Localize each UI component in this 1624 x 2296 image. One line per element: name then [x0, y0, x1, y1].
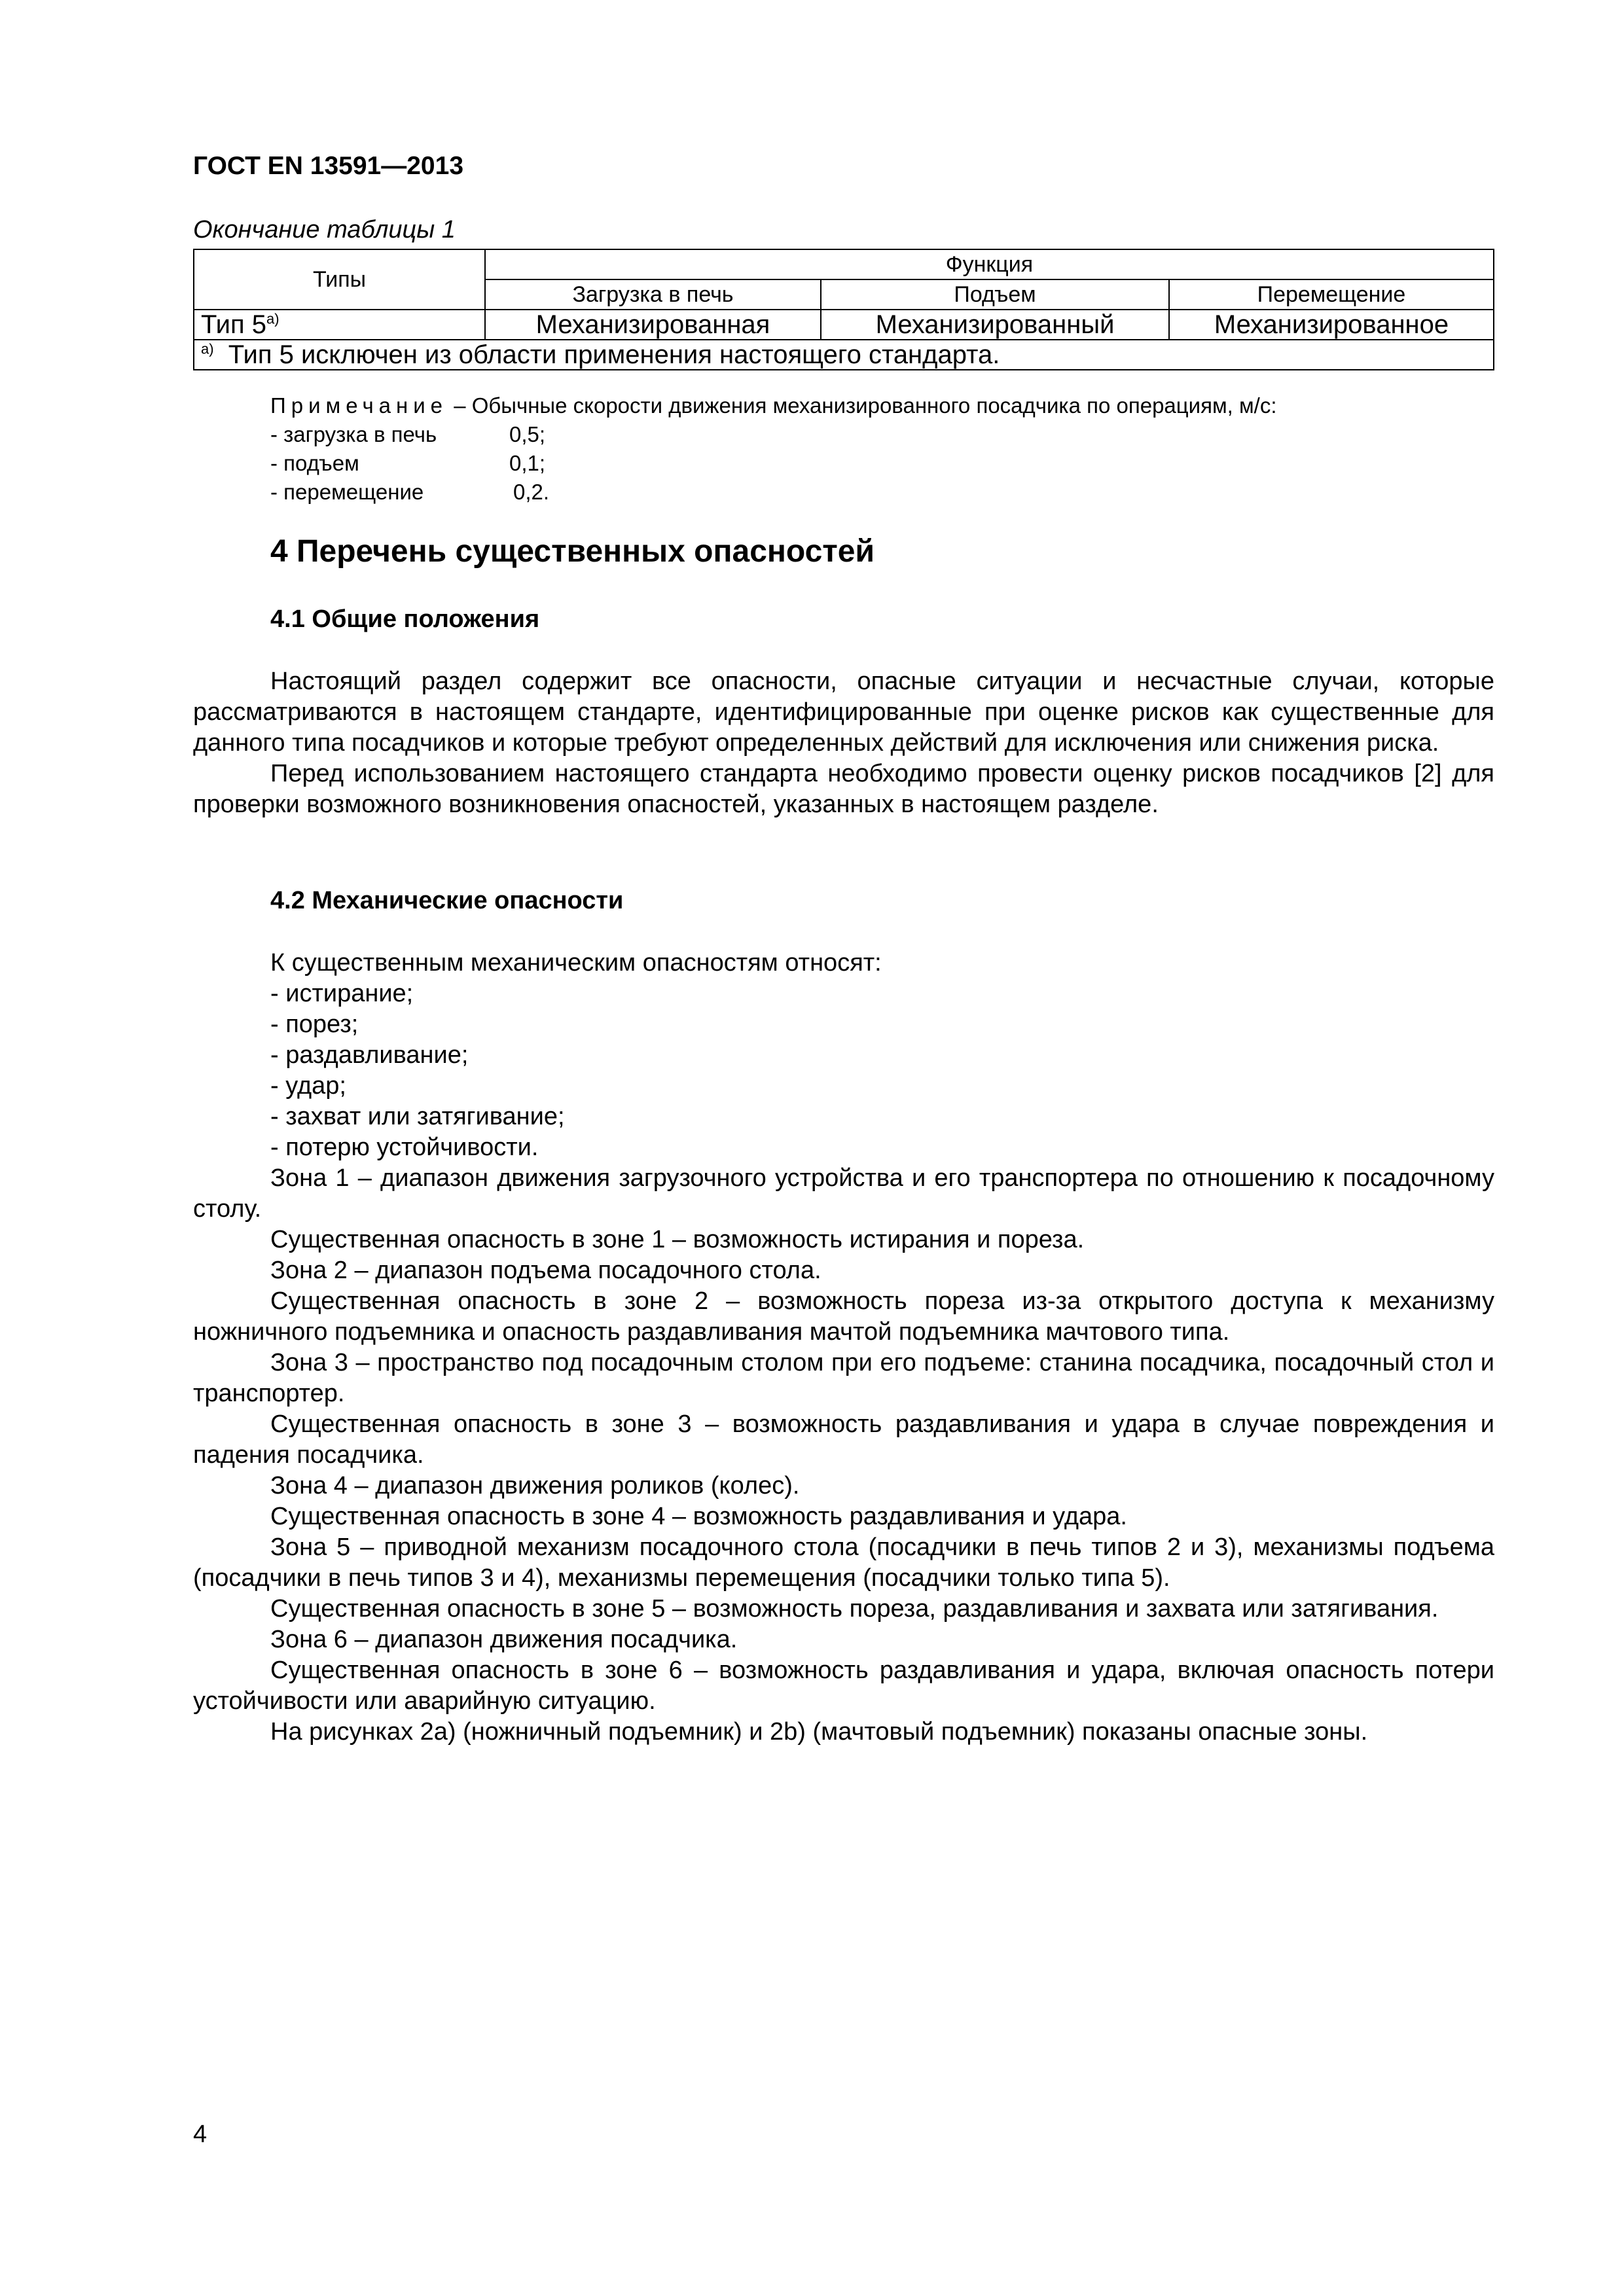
note-line — [270, 391, 1277, 420]
list-item: - потерю устойчивости. — [270, 1134, 539, 1161]
list-item: - истирание; — [270, 980, 414, 1007]
note-item-name: - загрузка в печь — [270, 422, 437, 446]
document-id-header: ГОСТ EN 13591—2013 — [193, 152, 464, 180]
paragraph: Настоящий раздел содержит все опасности, опасные ситуации и несчастные случаи, которые рассматриваются в настоящем стандарте, идентифицированные при оценке рисков как существенные для данного типа посадчиков и которые требуют определенных действий для исключения или снижения риска. — [193, 668, 1494, 757]
paragraph: Зона 5 – приводной механизм посадочного стола (посадчики в печь типов 2 и 3), механизмы подъема (посадчики в печь типов 3 и 4), механизмы перемещения (посадчики только типа 5). — [193, 1534, 1494, 1592]
row-type-label: Тип 5 — [201, 310, 267, 339]
list-intro: К существенным механическим опасностям относят: — [270, 949, 882, 977]
list-item: - раздавливание; — [270, 1041, 469, 1069]
note-item-value: 0,1; — [509, 451, 546, 475]
note-item-value: 0,2. — [513, 480, 550, 504]
note-text: – Обычные скорости движения механизированного посадчика по операциям, м/с: — [454, 393, 1277, 418]
table-caption: Окончание таблицы 1 — [193, 216, 456, 243]
table-footnote: Тип 5 исключен из области применения настоящего стандарта. — [228, 340, 1000, 369]
page-number: 4 — [193, 2121, 208, 2148]
section-4-1-title: 4.1 Общие положения — [270, 605, 540, 633]
note-item-name: - перемещение — [270, 480, 424, 504]
row-type-footnote-mark: а) — [266, 310, 280, 327]
section-4-2-title: 4.2 Механические опасности — [270, 887, 624, 914]
paragraph: Зона 2 – диапазон подъема посадочного стола. — [270, 1257, 821, 1284]
paragraph: Существенная опасность в зоне 3 – возможность раздавливания и удара в случае повреждения и падения посадчика. — [193, 1410, 1494, 1469]
subheader-moving: Перемещение — [1169, 279, 1494, 310]
paragraph: Существенная опасность в зоне 4 – возможность раздавливания и удара. — [270, 1503, 1127, 1530]
table-footnote-cell — [194, 340, 1494, 370]
function-table — [193, 249, 1494, 370]
subheader-loading: Загрузка в печь — [485, 279, 821, 310]
paragraph: На рисунках 2a) (ножничный подъемник) и 2b) (мачтовый подъемник) показаны опасные зоны. — [270, 1718, 1368, 1746]
header-types: Типы — [194, 249, 485, 310]
subheader-lifting: Подъем — [821, 279, 1169, 310]
section-4-2-body — [193, 948, 1494, 1748]
header-function: Функция — [485, 249, 1494, 279]
note-item — [270, 449, 1277, 478]
paragraph: Существенная опасность в зоне 2 – возможность пореза из-за открытого доступа к механизму ножничного подъемника и опасность раздавливания мачтой подъемника мачтового типа. — [193, 1287, 1494, 1346]
cell-lifting: Механизированный — [821, 310, 1169, 340]
cell-moving: Механизированное — [1169, 310, 1494, 340]
paragraph: Зона 4 – диапазон движения роликов (колес). — [270, 1472, 800, 1499]
paragraph: Зона 3 – пространство под посадочным столом при его подъеме: станина посадчика, посадочный стол и транспортер. — [193, 1349, 1494, 1407]
note-item-value: 0,5; — [509, 422, 546, 446]
cell-loading: Механизированная — [485, 310, 821, 340]
paragraph: Существенная опасность в зоне 6 – возможность раздавливания и удара, включая опасность потери устойчивости или аварийную ситуацию. — [193, 1657, 1494, 1715]
list-item: - порез; — [270, 1011, 359, 1038]
paragraph: Зона 6 – диапазон движения посадчика. — [270, 1626, 738, 1653]
section-4-1-body — [193, 666, 1494, 820]
paragraph: Перед использованием настоящего стандарта необходимо провести оценку рисков посадчиков [2] для проверки возможного возникновения опасностей, указанных в настоящем разделе. — [193, 760, 1494, 818]
paragraph: Существенная опасность в зоне 1 – возможность истирания и пореза. — [270, 1226, 1085, 1253]
note-item — [270, 478, 1277, 507]
row-type-cell — [194, 310, 485, 340]
note-item-name: - подъем — [270, 451, 359, 475]
section-4-title: 4 Перечень существенных опасностей — [270, 534, 875, 569]
paragraph: Зона 1 – диапазон движения загрузочного устройства и его транспортера по отношению к посадочному столу. — [193, 1164, 1494, 1223]
footnote-mark: а) — [201, 340, 214, 357]
note-item — [270, 420, 1277, 449]
list-item: - удар; — [270, 1072, 346, 1100]
paragraph: Существенная опасность в зоне 5 – возможность пореза, раздавливания и захвата или затягивания. — [270, 1595, 1439, 1623]
list-item: - захват или затягивание; — [270, 1103, 565, 1130]
note-label: Примечание — [270, 393, 448, 418]
note-block — [270, 391, 1277, 507]
